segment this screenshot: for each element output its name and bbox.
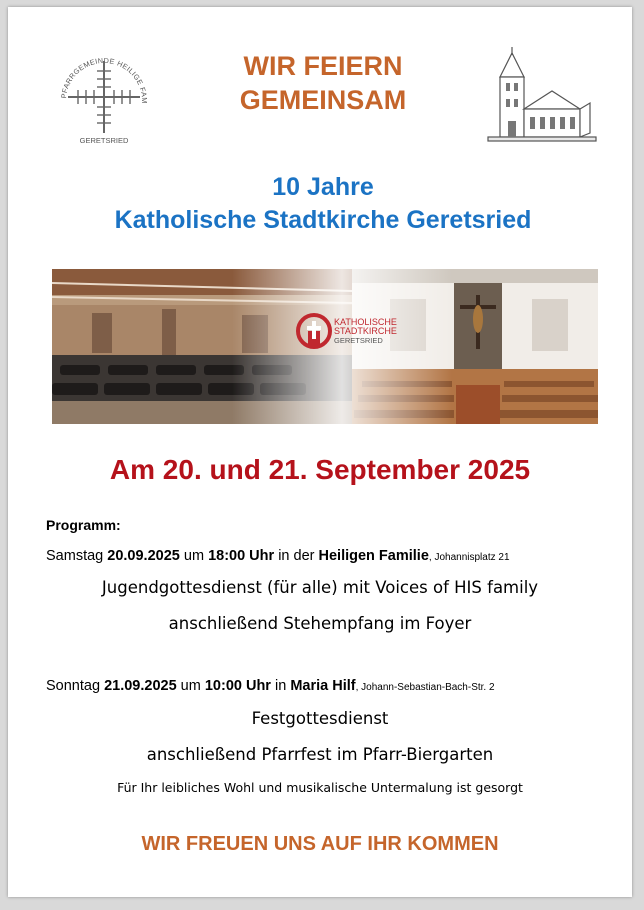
saturday-date: 20.09.2025 — [107, 548, 180, 564]
headline — [178, 49, 468, 117]
sunday-time: 10:00 Uhr — [204, 678, 271, 694]
seal-bottom-text: GERETSRIED — [79, 136, 129, 145]
svg-text:PFARRGEMEINDE HEILIGE FAMILIE — [52, 45, 149, 104]
headline-line-2: GEMEINSAM — [239, 85, 407, 115]
event-dates: Am 20. und 21. September 2025 — [109, 454, 531, 485]
sunday-note: Für Ihr leibliches Wohl und musikalische Untermalung ist gesorgt — [117, 780, 523, 795]
sunday-address: , Johann-Sebastian-Bach-Str. 2 — [355, 682, 495, 693]
saturday-event-line — [46, 548, 510, 564]
stadtkirche-logo-line-2: STADTKIRCHE — [334, 326, 397, 336]
parish-seal-logo — [52, 45, 156, 149]
subheadline — [28, 171, 618, 237]
closing-line: WIR FREUEN UNS AUF IHR KOMMEN — [141, 833, 499, 855]
saturday-reception: anschließend Stehempfang im Foyer — [168, 614, 472, 633]
stadtkirche-logo-line-3: GERETSRIED — [334, 336, 383, 345]
sunday-service: Festgottesdienst — [251, 709, 389, 728]
saturday-in: in der — [278, 548, 315, 564]
sunday-place: Maria Hilf — [290, 678, 356, 694]
saturday-um: um — [183, 548, 205, 564]
headline-line-1: WIR FEIERN — [243, 51, 403, 81]
subheadline-years: 10 Jahre — [272, 173, 374, 201]
seal-ring-text: PFARRGEMEINDE HEILIGE FAM — [59, 55, 150, 104]
flyer-page — [8, 7, 632, 897]
sunday-um: um — [180, 678, 201, 694]
saturday-place: Heiligen Familie — [318, 548, 429, 564]
sunday-date: 21.09.2025 — [104, 678, 177, 694]
sunday-in: in — [274, 678, 287, 694]
saturday-service: Jugendgottesdienst (für alle) mit Voices of HIS family — [101, 578, 539, 597]
saturday-address: , Johannisplatz 21 — [428, 552, 510, 563]
saturday-day: Samstag — [46, 548, 104, 564]
sunday-day: Sonntag — [46, 678, 101, 694]
saturday-time: 18:00 Uhr — [208, 548, 275, 564]
church-interior-banner — [52, 269, 598, 424]
sunday-festival: anschließend Pfarrfest im Pfarr-Biergarten — [146, 745, 494, 764]
sunday-event-line — [46, 678, 495, 694]
church-icon — [486, 47, 598, 145]
program-label: Programm: — [46, 517, 121, 533]
subheadline-church: Katholische Stadtkirche Geretsried — [114, 206, 532, 234]
stadtkirche-logo-line-1: KATHOLISCHE — [334, 317, 397, 327]
